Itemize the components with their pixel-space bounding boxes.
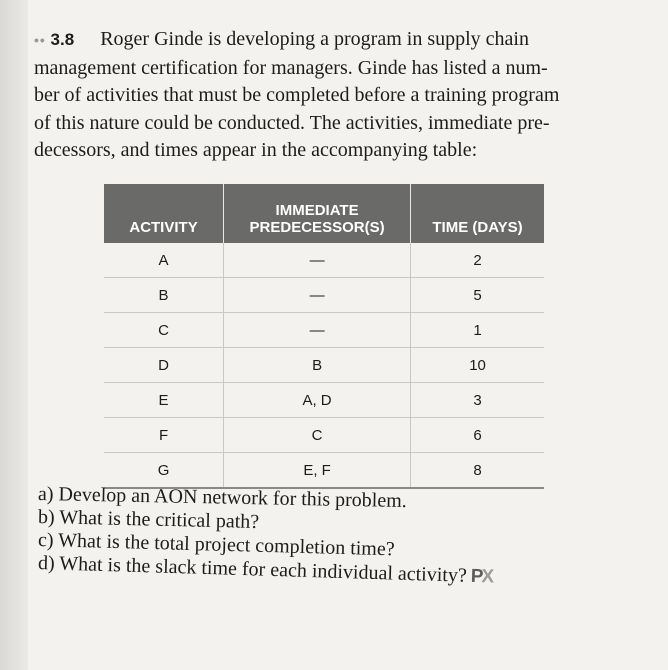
header-activity: ACTIVITY — [104, 184, 224, 243]
question-b: b) What is the critical path? — [37, 506, 260, 534]
table-row — [104, 418, 544, 453]
activity-cell: A — [104, 243, 224, 278]
problem-number-value: 3.8 — [50, 30, 75, 49]
time-cell: 8 — [411, 453, 544, 489]
time-cell: 2 — [411, 243, 544, 278]
time-cell: 10 — [411, 348, 544, 383]
problem-text-line-3: ber of activities that must be completed before a training program — [34, 84, 560, 106]
header-predecessors-line2: PREDECESSOR(S) — [249, 219, 385, 236]
predecessor-cell: — — [224, 278, 411, 313]
question-a: a) Develop an AON network for this problem. — [37, 483, 407, 513]
problem-number — [34, 30, 100, 49]
predecessor-cell: C — [224, 418, 411, 453]
page-edge-shadow — [0, 0, 28, 670]
header-predecessors — [224, 184, 411, 243]
time-cell: 6 — [411, 418, 544, 453]
table-row — [104, 313, 544, 348]
table-row — [104, 383, 544, 418]
predecessor-cell: E, F — [224, 453, 411, 489]
predecessor-cell: A, D — [224, 383, 411, 418]
time-cell: 5 — [411, 278, 544, 313]
question-d-text: d) What is the slack time for each individual activity? — [37, 552, 468, 587]
predecessor-cell: B — [224, 348, 411, 383]
activity-cell: C — [104, 313, 224, 348]
activity-cell: G — [104, 453, 224, 489]
time-cell: 1 — [411, 313, 544, 348]
problem-text-line-4: of this nature could be conducted. The activities, immediate pre- — [34, 111, 550, 134]
header-time: TIME (DAYS) — [411, 184, 544, 243]
question-list — [37, 483, 638, 588]
px-logo-p: P — [470, 565, 482, 588]
problem-text-line-2: management certification for managers. Ginde has listed a num- — [34, 56, 548, 79]
activity-cell: E — [104, 383, 224, 418]
table-row — [104, 348, 544, 383]
predecessor-cell: — — [224, 243, 411, 278]
activity-table — [104, 184, 544, 489]
px-logo-icon — [470, 566, 492, 588]
table-row — [104, 278, 544, 313]
problem-text-line-5: decessors, and times appear in the accompanying table: — [34, 139, 478, 161]
time-cell: 3 — [411, 383, 544, 418]
difficulty-dots: •• — [34, 32, 46, 48]
activity-cell: D — [104, 348, 224, 383]
table-row — [104, 243, 544, 278]
problem-text-line-1: Roger Ginde is developing a program in supply chain — [100, 28, 529, 50]
activity-cell: B — [104, 278, 224, 313]
question-c: c) What is the total project completion time? — [37, 529, 395, 561]
problem-statement — [34, 26, 624, 165]
activity-cell: F — [104, 418, 224, 453]
problem-first-line — [34, 26, 624, 55]
predecessor-cell: — — [224, 313, 411, 348]
px-logo-x: X — [481, 566, 493, 588]
header-predecessors-line1: IMMEDIATE — [275, 202, 359, 219]
table-header-row — [104, 184, 544, 243]
